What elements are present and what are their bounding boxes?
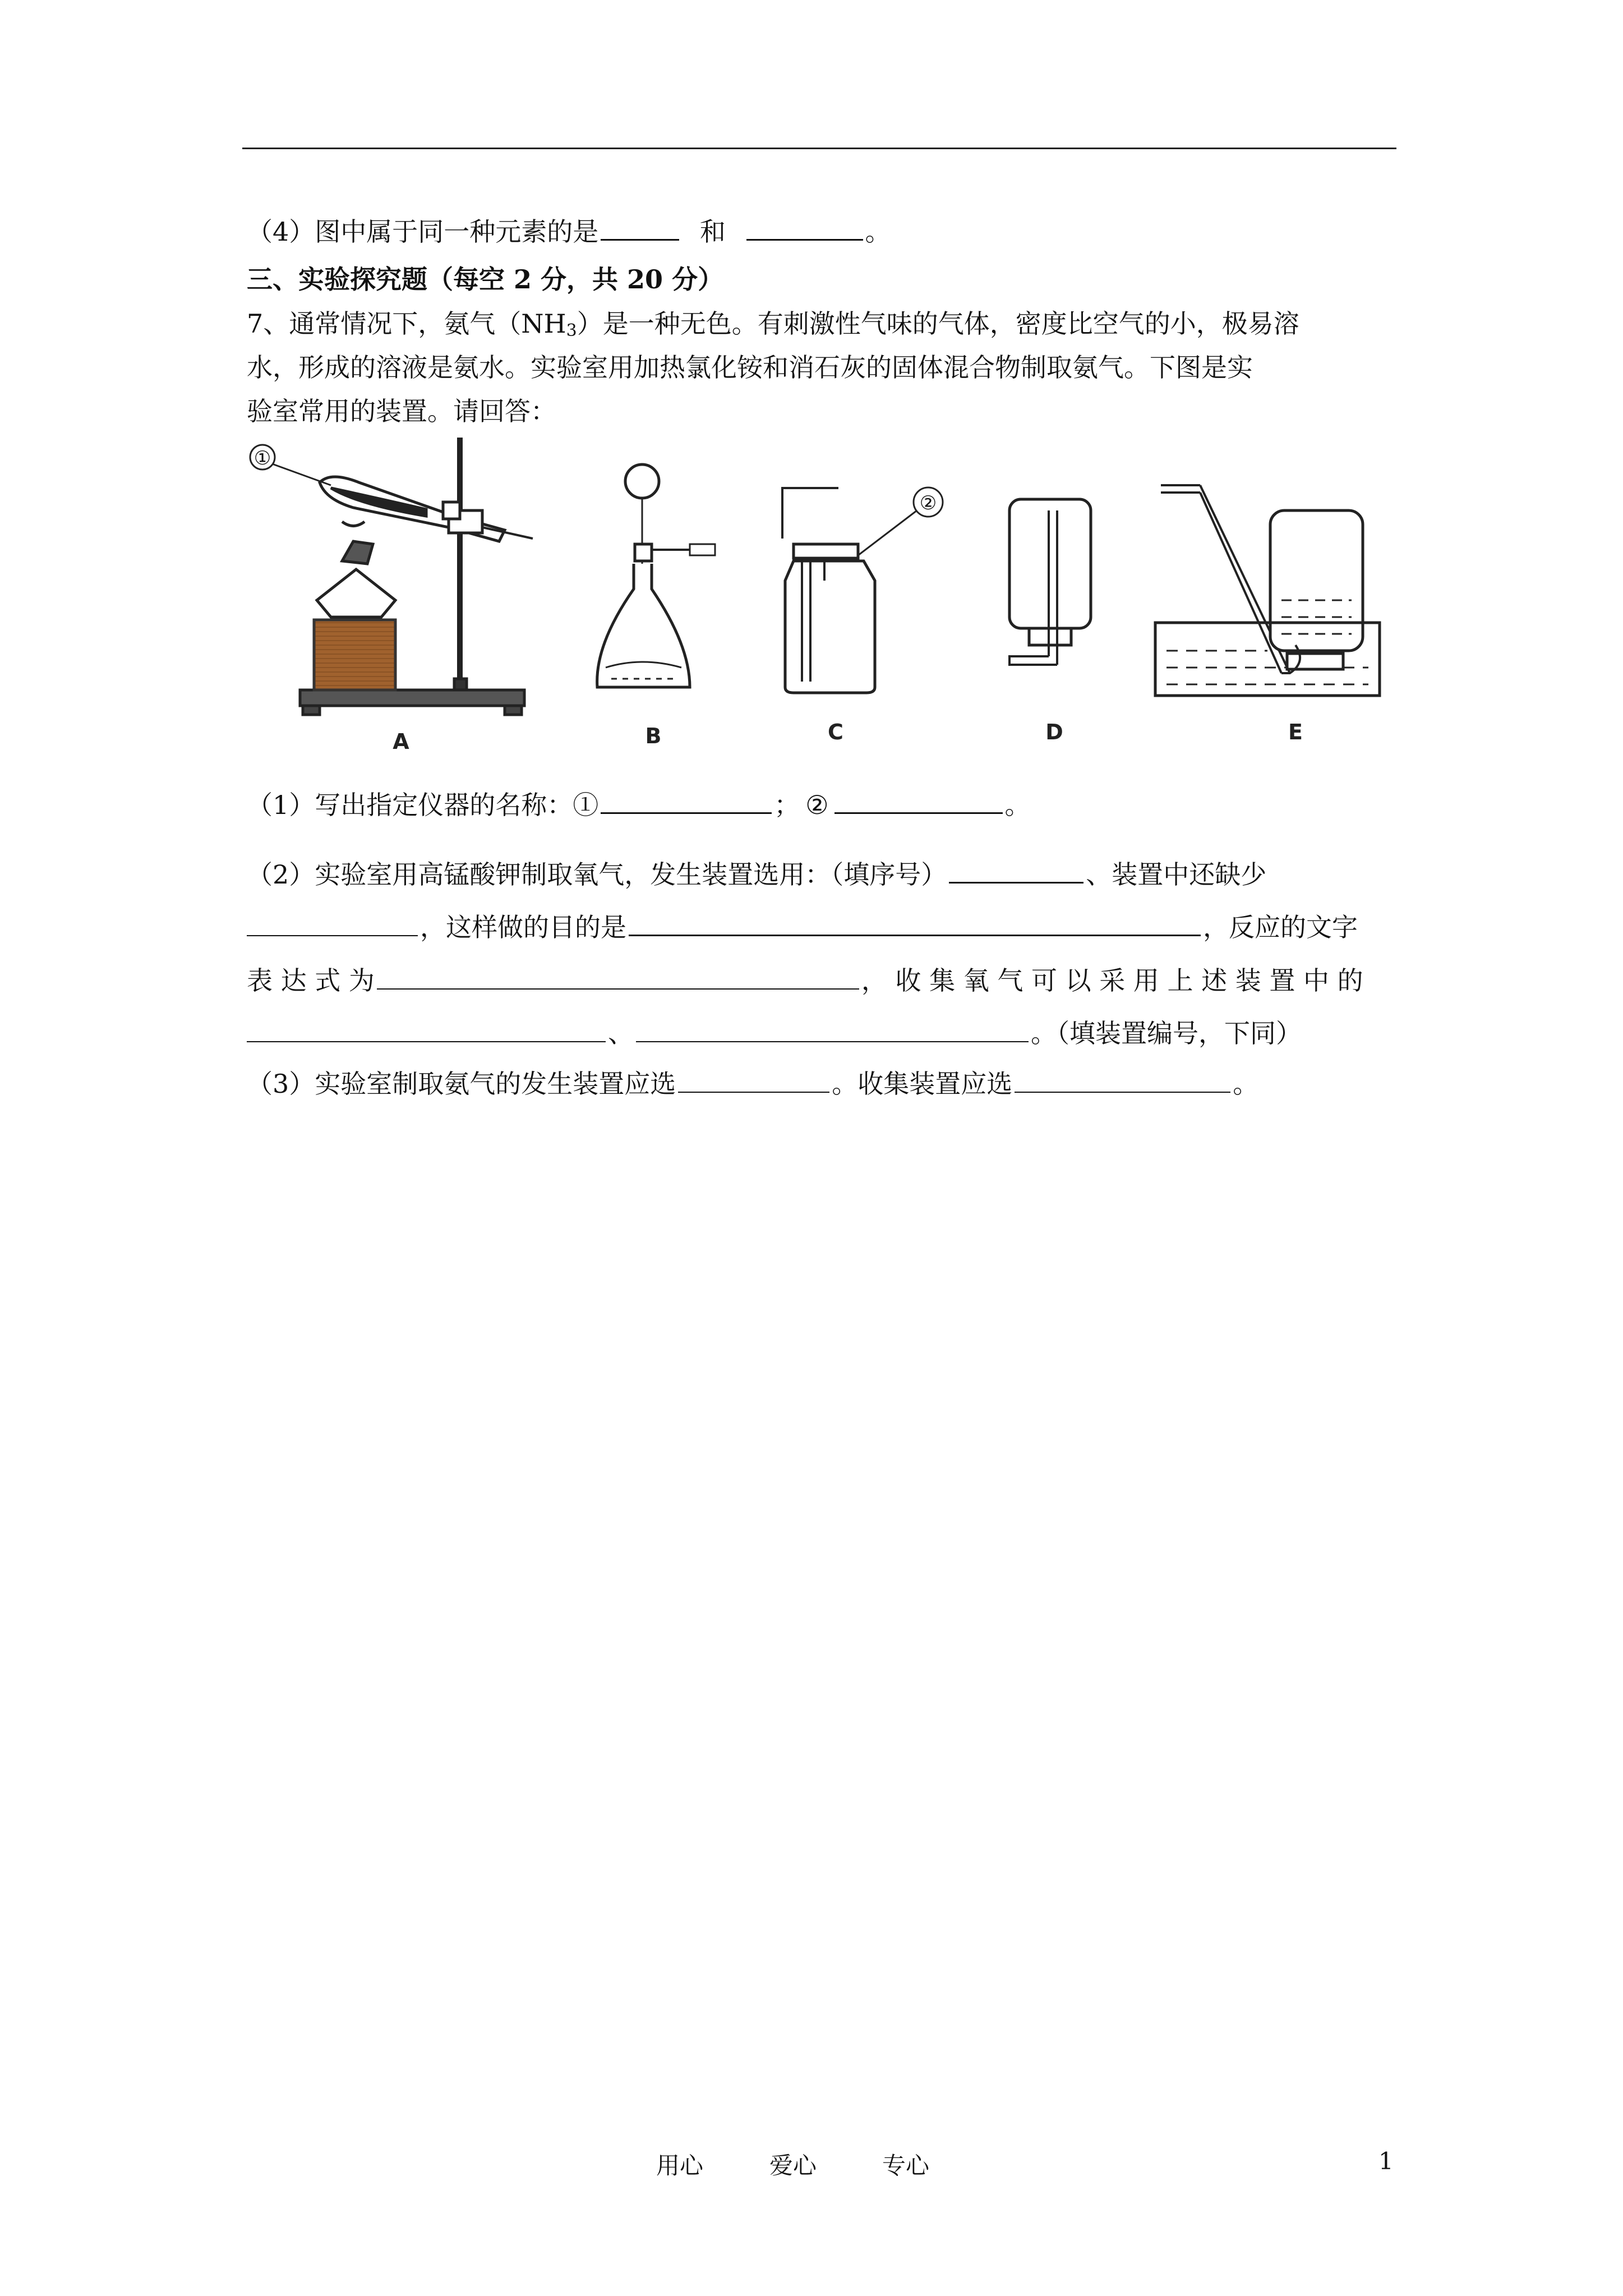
sub2-l3-a: 表 达 式 为 xyxy=(247,965,375,996)
footer-item-1: 用心 xyxy=(656,2152,704,2179)
apparatus-e xyxy=(1155,485,1380,696)
sub1-sep: ； xyxy=(774,790,800,820)
sub3-b: 。收集装置应选 xyxy=(832,1069,1013,1099)
answer-blank[interactable] xyxy=(834,788,1003,814)
answer-blank[interactable] xyxy=(949,857,1083,884)
circled-1: ① xyxy=(573,790,599,820)
sub1-end: 。 xyxy=(1004,790,1031,820)
sub2-l4-b: 。（填装置编号，下同） xyxy=(1031,1018,1302,1048)
sub2-l1-b: 、装置中还缺少 xyxy=(1086,859,1267,890)
answer-blank[interactable] xyxy=(636,1016,1029,1042)
sub3-c: 。 xyxy=(1233,1069,1259,1099)
sub2-l1-a: （2）实验室用高锰酸钾制取氧气，发生装置选用：（填序号） xyxy=(247,859,947,890)
answer-blank[interactable] xyxy=(247,910,418,936)
marker-1: ① xyxy=(253,447,271,470)
q7-line1-part-a: 7、通常情况下，氨气（NH xyxy=(247,309,566,339)
question-7-line2: 水，形成的溶液是氨水。实验室用加热氯化铵和消石灰的固体混合物制取氨气。下图是实 xyxy=(247,352,1253,383)
answer-blank[interactable] xyxy=(601,214,679,241)
answer-blank[interactable] xyxy=(678,1067,829,1093)
page-number: 1 xyxy=(1378,2147,1394,2175)
answer-blank[interactable] xyxy=(601,788,772,814)
sub3-a: （3）实验室制取氨气的发生装置应选 xyxy=(247,1069,676,1099)
answer-blank[interactable] xyxy=(377,964,859,990)
label-a: A xyxy=(393,729,409,754)
question-4-end: 。 xyxy=(865,217,891,247)
sub1-text: （1）写出指定仪器的名称： xyxy=(247,790,573,820)
sub2-l4-a: 、 xyxy=(608,1018,634,1048)
sub2-l2-a: ，这样做的目的是 xyxy=(420,912,626,942)
answer-blank[interactable] xyxy=(247,1016,606,1042)
label-b: B xyxy=(645,724,662,748)
sub-question-2-line2 xyxy=(247,910,1402,944)
apparatus-d xyxy=(1009,499,1091,665)
sub-question-2-line1 xyxy=(247,857,1402,891)
footer-item-3: 专心 xyxy=(882,2152,930,2179)
question-4-text: （4）图中属于同一种元素的是 xyxy=(247,217,599,247)
label-c: C xyxy=(828,720,843,744)
question-7-line1 xyxy=(247,307,1402,348)
section-title: 三、实验探究题（每空 2 分，共 20 分） xyxy=(247,264,724,295)
answer-blank[interactable] xyxy=(629,910,1201,936)
footer-item-2: 爱心 xyxy=(769,2152,817,2179)
q7-subscript: 3 xyxy=(566,321,577,341)
sub-question-1 xyxy=(247,788,1402,822)
sub-question-2-line4 xyxy=(247,1016,1402,1050)
q7-line1-part-b: ）是一种无色。有刺激性气味的气体，密度比空气的小，极易溶 xyxy=(577,309,1299,339)
sub-question-2-line3 xyxy=(247,964,1402,997)
label-d: D xyxy=(1045,720,1063,744)
apparatus-a xyxy=(250,438,533,715)
apparatus-figure xyxy=(247,432,1402,757)
apparatus-c xyxy=(782,487,943,693)
question-7-line3: 验室常用的装置。请回答： xyxy=(247,396,556,426)
sub2-l2-b: ，反应的文字 xyxy=(1203,912,1358,942)
question-4-and: 和 xyxy=(699,217,726,247)
answer-blank[interactable] xyxy=(746,214,863,241)
sub-question-3 xyxy=(247,1067,1402,1101)
apparatus-b xyxy=(597,464,715,687)
sub2-l3-b: ， 收 集 氧 气 可 以 采 用 上 述 装 置 中 的 xyxy=(861,965,1363,996)
circled-2: ② xyxy=(805,790,829,820)
question-4-line xyxy=(247,214,1402,249)
answer-blank[interactable] xyxy=(1015,1067,1230,1093)
marker-2: ② xyxy=(919,492,937,514)
label-e: E xyxy=(1288,720,1303,744)
header-rule xyxy=(242,148,1396,149)
